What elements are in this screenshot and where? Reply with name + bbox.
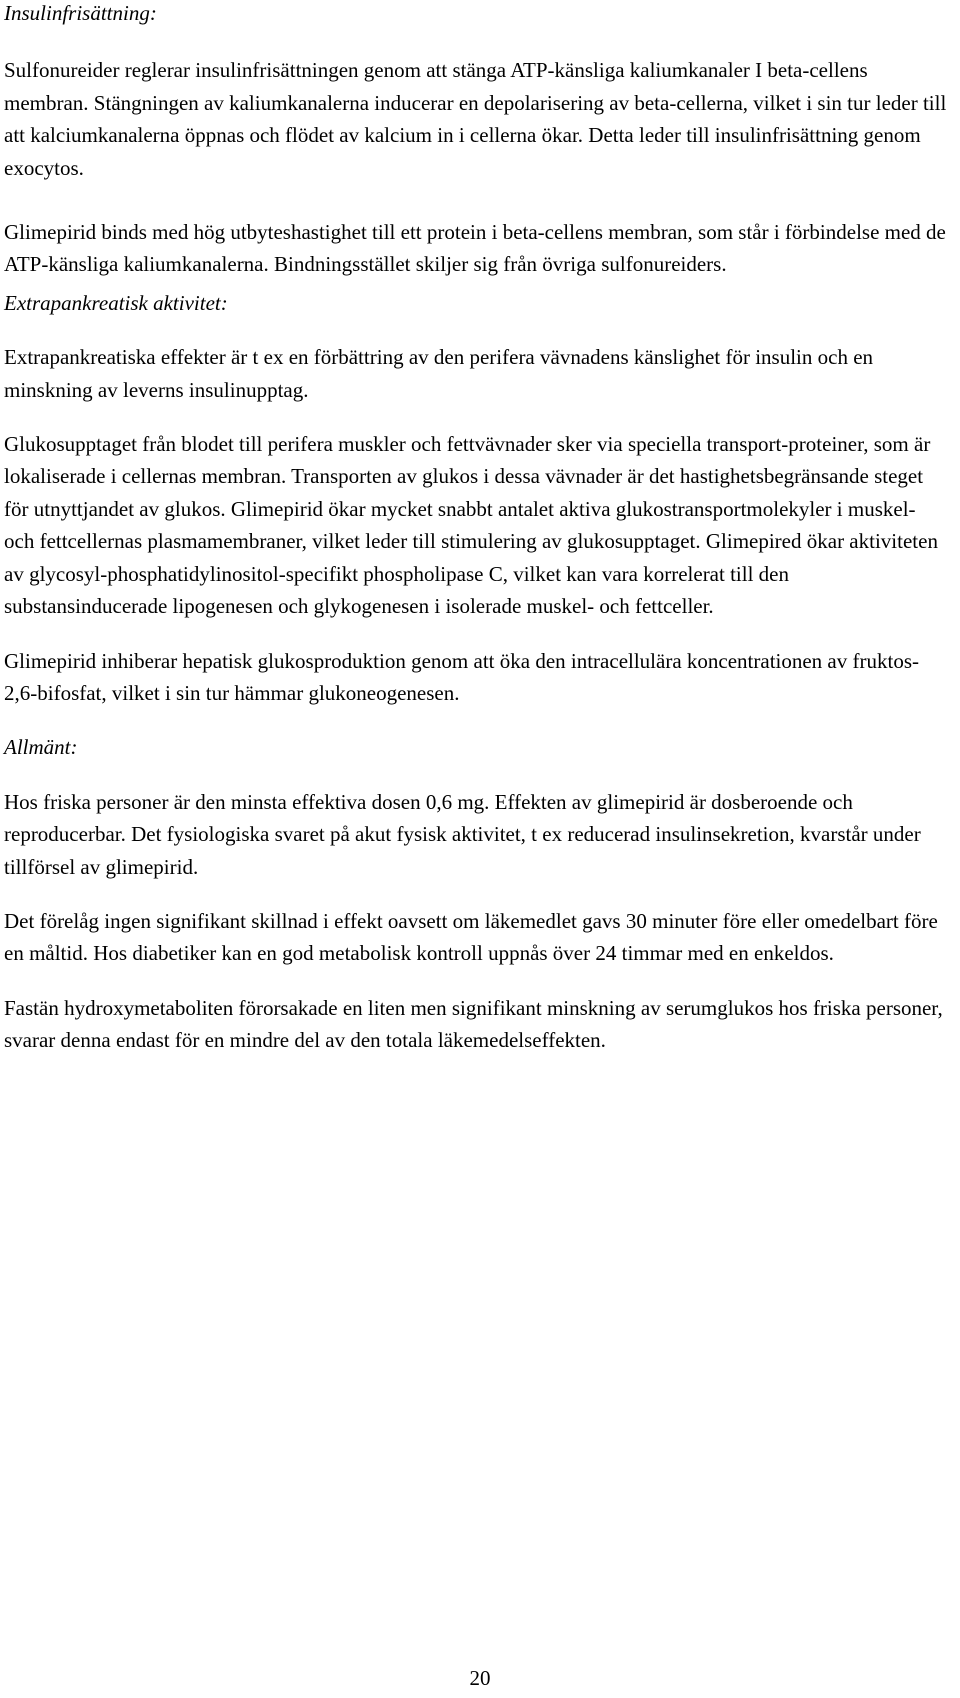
- section-heading-extrapankreatisk: Extrapankreatisk aktivitet:: [4, 290, 228, 315]
- page-number: 20: [469, 1666, 491, 1690]
- paragraph: Extrapankreatiska effekter är t ex en förbättring av den perifera vävnadens känslighet för insulin och en minskning av leverns insulinupptag.: [4, 345, 874, 402]
- paragraph: Glukosupptaget från blodet till perifera muskler och fettvävnader sker via speciella transport-proteiner, som är lokaliserade i cellernas membran. Transporten av glukos i dessa vävnader är det hastighetsbegränsande steget för utnyttjandet av glukos. Glimepirid ökar mycket snabbt antalet aktiva glukostransportmolekyler i muskel- och fettcellernas plasmamembraner, vilket leder till stimulering av glukosupptaget. Glimepired ökar aktiviteten av glycosyl-phosphatidylinositol-specifikt phospholipase C, vilket kan vara korrelerat till den substansinducerade lipogenesen och glykogenesen i isolerade muskel- och fettceller.: [4, 432, 938, 619]
- paragraph: Sulfonureider reglerar insulinfrisättningen genom att stänga ATP-känsliga kaliumkanaler I beta-cellens membran. Stängningen av kaliumkanalerna inducerar en depolarisering av beta-cellerna, vilket i sin tur leder till att kalciumkanalerna öppnas och flödet av kalcium in i cellerna ökar. Detta leder till insulinfrisättning genom exocytos.: [4, 58, 947, 180]
- paragraph: Hos friska personer är den minsta effektiva dosen 0,6 mg. Effekten av glimepirid är dosberoende och reproducerbar. Det fysiologiska svaret på akut fysisk aktivitet, t ex reducerad insulinsekretion, kvarstår under tillförsel av glimepirid.: [4, 789, 921, 879]
- section-heading-insulinfrisattning: Insulinfrisättning:: [4, 1, 157, 25]
- section-heading-allmant: Allmänt:: [4, 735, 78, 760]
- paragraph: Glimepirid binds med hög utbyteshastighet till ett protein i beta-cellens membran, som står i förbindelse med de ATP-känsliga kaliumkanalerna. Bindningsstället skiljer sig från övriga sulfonureiders.: [4, 220, 946, 277]
- document-page: [4, 0, 949, 1057]
- paragraph: Fastän hydroxymetaboliten förorsakade en liten men signifikant minskning av serumglukos hos friska personer, svarar denna endast för en mindre del av den totala läkemedelseffekten.: [4, 995, 943, 1053]
- paragraph: Glimepirid inhiberar hepatisk glukosproduktion genom att öka den intracellulära koncentrationen av fruktos-2,6-bifosfat, vilket i sin tur hämmar glukoneogenesen.: [4, 648, 919, 705]
- paragraph: Det förelåg ingen signifikant skillnad i effekt oavsett om läkemedlet gavs 30 minuter före eller omedelbart före en måltid. Hos diabetiker kan en god metabolisk kontroll uppnås över 24 timmar med en enkeldos.: [4, 908, 938, 966]
